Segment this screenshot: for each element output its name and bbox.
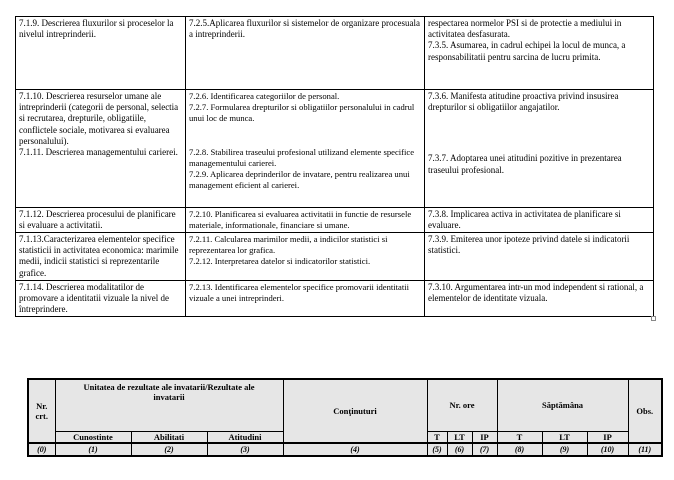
- index-cell: (7): [472, 443, 497, 456]
- knowledge-text: 7.1.13.Caracterizarea elementelor specifice statisticii in activitatea economica: marimile medii, indicii statistici si reprezentarile grafice.: [19, 234, 179, 278]
- index-cell: (1): [55, 443, 131, 456]
- knowledge-cell: [16, 281, 186, 317]
- skills-text: 7.2.10. Planificarea si evaluarea activitatii in functie de resursele materiale, informationale, financiare si umane.: [189, 209, 412, 231]
- index-cell: (6): [447, 443, 472, 456]
- skills-cell: [186, 17, 425, 90]
- hours-header: Nr. ore: [427, 379, 497, 431]
- table-row: [16, 281, 654, 317]
- skills-text: 7.2.13. Identificarea elementelor specifice promovarii identitatii vizuale a unei intreprinderi.: [189, 282, 410, 304]
- knowledge-cell: [16, 90, 186, 208]
- table-row: [16, 17, 654, 90]
- index-cell: (2): [131, 443, 207, 456]
- index-cell: (3): [207, 443, 283, 456]
- index-cell: (5): [427, 443, 447, 456]
- attitudes-text: 7.3.10. Argumentarea intr-un mod independent si rational, a elementelor de identitate vizuala.: [428, 282, 644, 304]
- attitudes-cell: [425, 281, 654, 317]
- skills-text: 7.2.12. Interpretarea datelor si indicatorilor statistici.: [189, 256, 371, 267]
- week-lt-header: LT: [542, 431, 587, 443]
- index-cell: (9): [542, 443, 587, 456]
- nr-crt-header: Nr. crt.: [28, 379, 55, 443]
- table-row: [16, 90, 654, 208]
- knowledge-text: 7.1.10. Descrierea resurselor umane ale intreprinderii (categorii de personal, selectia si recrutarea, drepturile, obligatiile, conflictele sociale, motivarea si evaluarea personalului).: [19, 91, 179, 146]
- attitudes-text: respectarea normelor PSI si de protectie a mediului in activitatea desfasurata.: [428, 18, 622, 40]
- hours-t-header: T: [427, 431, 447, 443]
- skills-text: 7.2.11. Calcularea marimilor medii, a indicilor statistici si reprezentarea lor grafica.: [189, 234, 388, 256]
- knowledge-cell: [16, 208, 186, 233]
- hours-lt-header: LT: [447, 431, 472, 443]
- skills-text: 7.2.5.Aplicarea fluxurilor si sistemelor de organizare procesuala a intreprinderii.: [189, 18, 420, 40]
- index-cell: (4): [283, 443, 427, 456]
- attitudes-text: 7.3.5. Asumarea, in cadrul echipei la locul de munca, a responsabilitatii pentru sarcina de lucru primita.: [428, 40, 626, 62]
- index-cell: (11): [628, 443, 662, 456]
- skills-cell: [186, 90, 425, 208]
- skills-cell: [186, 281, 425, 317]
- attitudes-header: Atitudini: [207, 431, 283, 443]
- skills-cell: [186, 208, 425, 233]
- attitudes-text: 7.3.9. Emiterea unor ipoteze privind datele si indicatorii statistici.: [428, 234, 630, 256]
- table-row: [16, 208, 654, 233]
- table-row: [16, 233, 654, 281]
- hours-ip-header: IP: [472, 431, 497, 443]
- contents-header: Conţinuturi: [283, 379, 427, 443]
- index-cell: (0): [28, 443, 55, 456]
- skills-text: 7.2.9. Aplicarea deprinderilor de invatare, pentru realizarea unui management eficient al carierei.: [189, 169, 410, 191]
- table-resize-handle[interactable]: [651, 316, 656, 321]
- knowledge-cell: [16, 17, 186, 90]
- knowledge-text: 7.1.12. Descrierea procesului de planificare si evaluare a activitatii.: [19, 209, 176, 231]
- skills-text: 7.2.7. Formularea drepturilor si obligatiilor personalului in cadrul unui loc de munca.: [189, 102, 415, 124]
- knowledge-cell: [16, 233, 186, 281]
- attitudes-cell: [425, 208, 654, 233]
- week-t-header: T: [497, 431, 542, 443]
- attitudes-cell: [425, 17, 654, 90]
- attitudes-text: 7.3.8. Implicarea activa in activitatea de planificare si evaluare.: [428, 209, 621, 231]
- week-header: Săptămâna: [497, 379, 628, 431]
- index-cell: (8): [497, 443, 542, 456]
- planning-header-table: [27, 378, 663, 457]
- attitudes-text: 7.3.7. Adoptarea unei atitudini pozitive in prezentarea traseului profesional.: [428, 153, 622, 175]
- attitudes-cell: [425, 233, 654, 281]
- obs-header: Obs.: [628, 379, 662, 443]
- skills-cell: [186, 233, 425, 281]
- skills-text: 7.2.6. Identificarea categoriilor de personal.: [189, 91, 340, 101]
- competencies-table: [15, 16, 654, 317]
- knowledge-text: 7.1.11. Descrierea managementului carierei.: [19, 147, 178, 158]
- knowledge-text: 7.1.14. Descrierea modalitatilor de promovare a identitatii vizuale la nivel de întreprindere.: [19, 282, 169, 315]
- skills-header: Abilitati: [131, 431, 207, 443]
- learning-units-header: Unitatea de rezultate ale invatarii/Rezultate ale invatarii: [55, 379, 283, 431]
- knowledge-text: 7.1.9. Descrierea fluxurilor si proceselor la nivelul intreprinderii.: [19, 18, 174, 40]
- week-ip-header: IP: [587, 431, 628, 443]
- attitudes-text: 7.3.6. Manifesta atitudine proactiva privind insusirea drepturilor si obligatiilor angajatilor.: [428, 91, 619, 113]
- skills-text: 7.2.8. Stabilirea traseului profesional utilizand elemente specifice managementului carierei.: [189, 146, 415, 168]
- knowledge-header: Cunostinte: [55, 431, 131, 443]
- index-row: [28, 443, 662, 456]
- index-cell: (10): [587, 443, 628, 456]
- attitudes-cell: [425, 90, 654, 208]
